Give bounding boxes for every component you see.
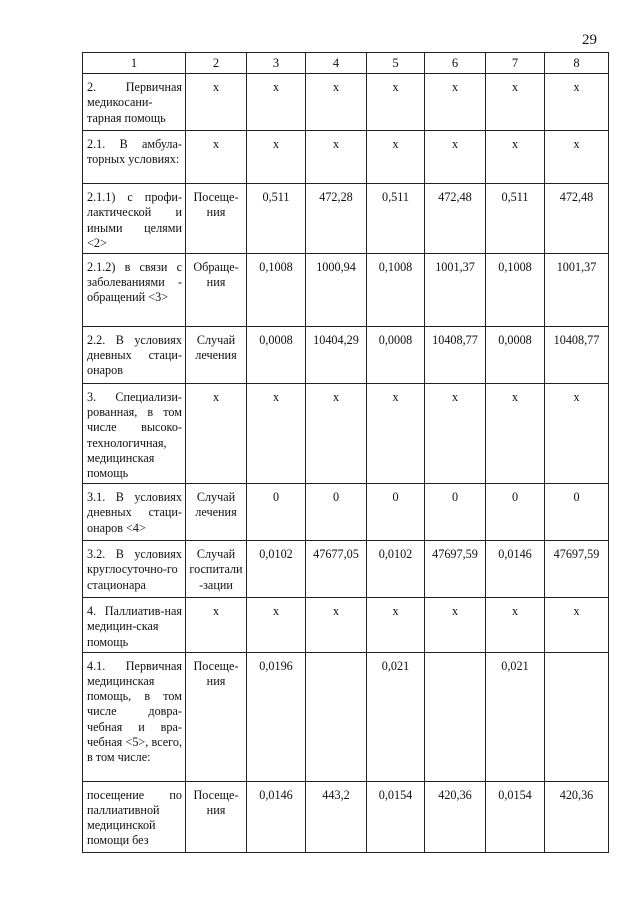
table-cell: x: [545, 384, 609, 484]
table-cell: Посеще-ния: [186, 184, 247, 254]
table-cell: 0: [367, 484, 425, 541]
table-cell: Случай лечения: [186, 327, 247, 384]
table-cell: x: [247, 131, 306, 184]
header-cell: 7: [486, 53, 545, 74]
row-label-cell: 3.1. В условиях дневных стаци-онаров <4>: [83, 484, 186, 541]
table-row: [83, 652, 609, 781]
table-cell: 10408,77: [425, 327, 486, 384]
table-cell: [545, 652, 609, 781]
header-cell: 4: [306, 53, 367, 74]
table-cell: x: [486, 74, 545, 131]
table-cell: x: [247, 74, 306, 131]
table-cell: 0,0154: [486, 781, 545, 852]
table-cell: x: [186, 131, 247, 184]
row-label-cell: 4. Паллиатив-ная медицин-ская помощь: [83, 598, 186, 653]
table-cell: 47697,59: [425, 541, 486, 598]
table-cell: x: [306, 384, 367, 484]
table-cell: 1001,37: [425, 254, 486, 327]
table-cell: 472,48: [425, 184, 486, 254]
table-cell: 0,0146: [247, 781, 306, 852]
table-cell: x: [545, 74, 609, 131]
table-cell: 0: [306, 484, 367, 541]
header-cell: 3: [247, 53, 306, 74]
table-cell: 10408,77: [545, 327, 609, 384]
table-cell: x: [367, 74, 425, 131]
table-row: [83, 131, 609, 184]
table-row: [83, 74, 609, 131]
table-cell: x: [425, 384, 486, 484]
table-cell: Обраще-ния: [186, 254, 247, 327]
table-cell: 1000,94: [306, 254, 367, 327]
table-cell: Случай лечения: [186, 484, 247, 541]
table-cell: x: [425, 598, 486, 653]
table-body: [83, 53, 609, 853]
table-row: [83, 327, 609, 384]
table-cell: 0,0102: [247, 541, 306, 598]
table-cell: x: [486, 598, 545, 653]
row-label-cell: 3. Специализи-рованная, в том числе высоко-технологичная, медицинская помощь: [83, 384, 186, 484]
table-cell: 0: [425, 484, 486, 541]
table-cell: 0,0008: [367, 327, 425, 384]
table-cell: x: [545, 598, 609, 653]
table-cell: x: [545, 131, 609, 184]
row-label-cell: 3.2. В условиях круглосуточно-го стационара: [83, 541, 186, 598]
table-cell: x: [186, 598, 247, 653]
table-cell: 0,021: [486, 652, 545, 781]
table-row: [83, 781, 609, 852]
table-row: [83, 384, 609, 484]
table-cell: x: [425, 131, 486, 184]
table-cell: x: [247, 598, 306, 653]
table-cell: 0,0008: [486, 327, 545, 384]
table-cell: 472,48: [545, 184, 609, 254]
table-cell: 0,511: [486, 184, 545, 254]
table-row: [83, 254, 609, 327]
table-cell: 47697,59: [545, 541, 609, 598]
table-cell: 0,0008: [247, 327, 306, 384]
table-cell: [425, 652, 486, 781]
row-label-cell: 2.1.1) с профи-лактической и иными целями <2>: [83, 184, 186, 254]
row-label-cell: 2.2. В условиях дневных стаци-онаров: [83, 327, 186, 384]
table-cell: x: [306, 74, 367, 131]
page-number: 29: [582, 32, 597, 48]
table-cell: [306, 652, 367, 781]
table-row: [83, 598, 609, 653]
table-cell: x: [247, 384, 306, 484]
table-cell: 472,28: [306, 184, 367, 254]
header-cell: 6: [425, 53, 486, 74]
table-cell: 443,2: [306, 781, 367, 852]
header-cell: 1: [83, 53, 186, 74]
table-cell: 0,0154: [367, 781, 425, 852]
row-label-cell: 2.1. В амбула-торных условиях:: [83, 131, 186, 184]
table-cell: 0,1008: [367, 254, 425, 327]
header-cell: 5: [367, 53, 425, 74]
table-cell: x: [186, 74, 247, 131]
table-cell: x: [367, 598, 425, 653]
table-cell: 0: [247, 484, 306, 541]
table-cell: x: [486, 384, 545, 484]
table-cell: 0,0102: [367, 541, 425, 598]
table-header-row: [83, 53, 609, 74]
table-cell: 0,1008: [247, 254, 306, 327]
header-cell: 8: [545, 53, 609, 74]
table-cell: x: [367, 384, 425, 484]
table-cell: 0,021: [367, 652, 425, 781]
table-row: [83, 184, 609, 254]
table-cell: 0,0196: [247, 652, 306, 781]
table-cell: 0: [545, 484, 609, 541]
table-row: [83, 484, 609, 541]
row-label-cell: 4.1. Первичная медицинская помощь, в том числе довра-чебная и вра-чебная <5>, всего, в том числе:: [83, 652, 186, 781]
table-cell: x: [306, 131, 367, 184]
table-cell: 10404,29: [306, 327, 367, 384]
table-row: [83, 541, 609, 598]
row-label-cell: 2. Первичная медикосани-тарная помощь: [83, 74, 186, 131]
header-cell: 2: [186, 53, 247, 74]
table-cell: Случай госпитали-зации: [186, 541, 247, 598]
table-cell: 0,511: [367, 184, 425, 254]
table-cell: 420,36: [425, 781, 486, 852]
table-cell: x: [306, 598, 367, 653]
table-cell: 0,1008: [486, 254, 545, 327]
table-cell: x: [186, 384, 247, 484]
table-cell: 0,511: [247, 184, 306, 254]
table-cell: 1001,37: [545, 254, 609, 327]
table-cell: x: [425, 74, 486, 131]
table-cell: 47677,05: [306, 541, 367, 598]
data-table: [82, 52, 609, 853]
table-cell: x: [367, 131, 425, 184]
table-cell: 420,36: [545, 781, 609, 852]
row-label-cell: посещение по паллиативной медицинской помощи без: [83, 781, 186, 852]
row-label-cell: 2.1.2) в связи с заболеваниями - обращений <3>: [83, 254, 186, 327]
table-cell: 0: [486, 484, 545, 541]
table-cell: x: [486, 131, 545, 184]
table-cell: 0,0146: [486, 541, 545, 598]
table-cell: Посеще-ния: [186, 781, 247, 852]
table-cell: Посеще-ния: [186, 652, 247, 781]
